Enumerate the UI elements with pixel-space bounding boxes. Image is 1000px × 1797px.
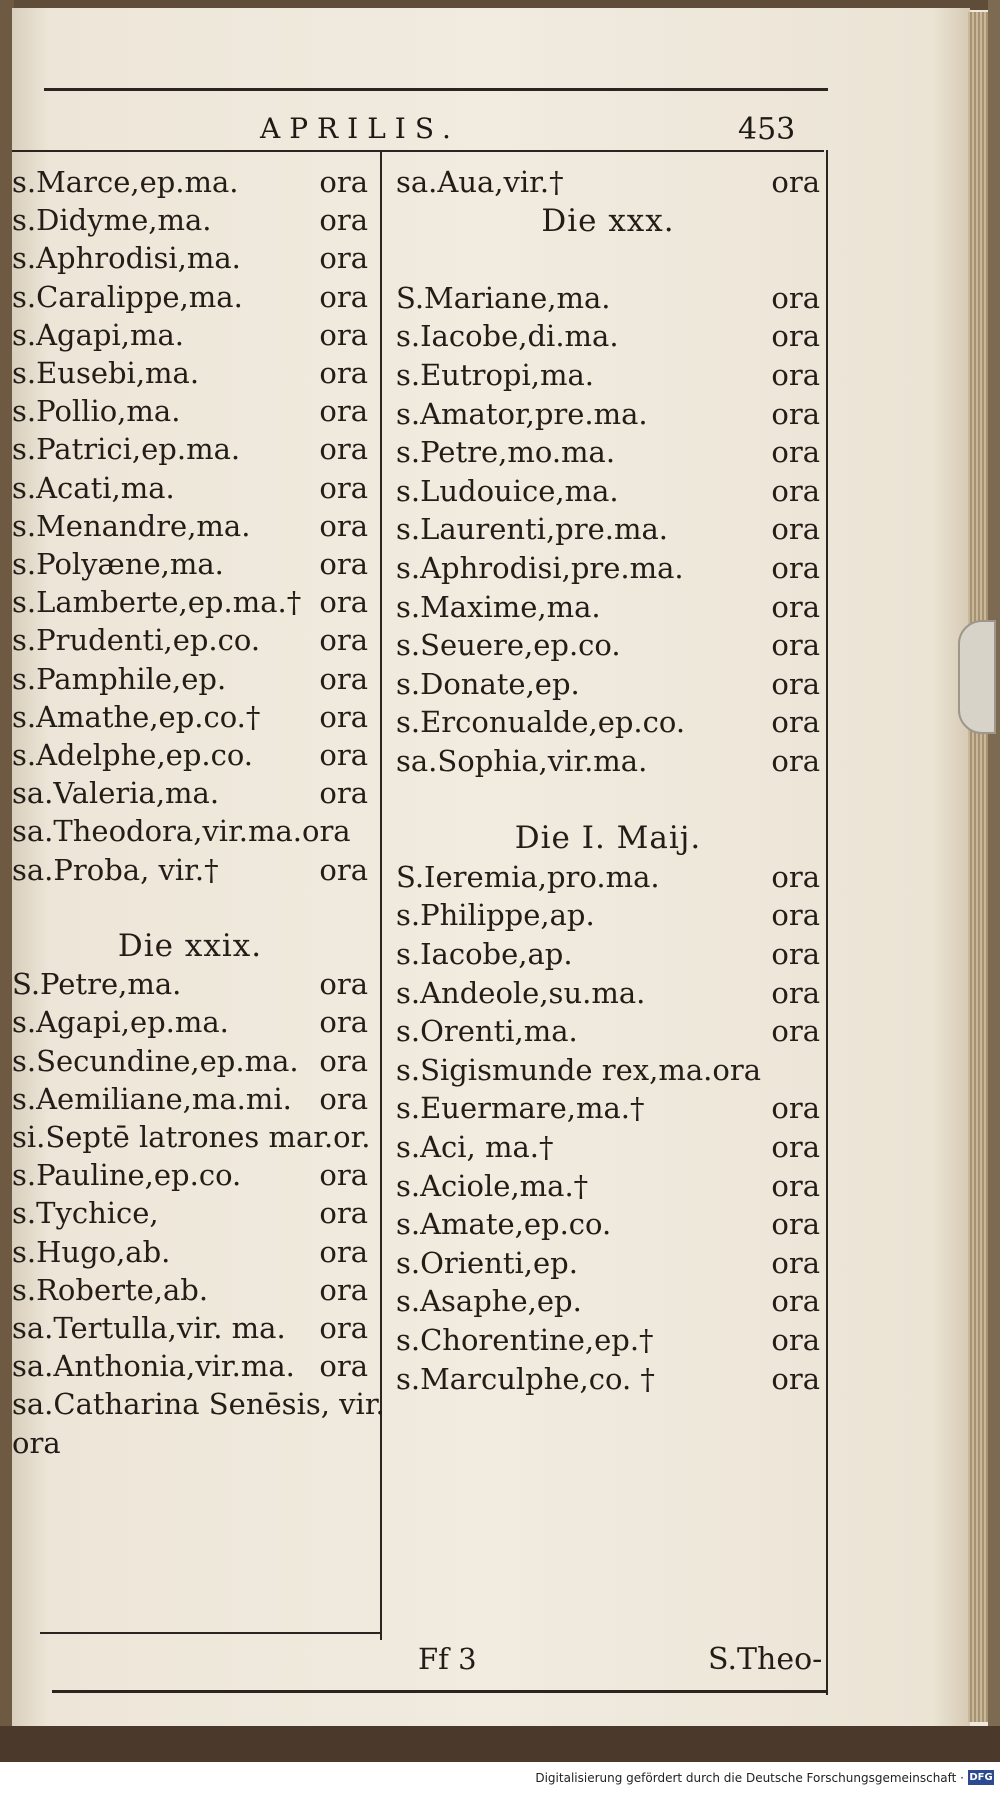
saint-entry xyxy=(396,548,820,588)
ora-response: ora xyxy=(319,967,368,1002)
page-number: 453 xyxy=(738,112,796,147)
saint-entry xyxy=(396,934,820,974)
ora-response: ora xyxy=(319,356,368,390)
ora-response: ora xyxy=(319,1196,368,1231)
ora-response: ora xyxy=(319,203,368,238)
ora-response: ora xyxy=(771,1130,820,1164)
ora-response: ora xyxy=(319,1272,368,1307)
ora-response: ora xyxy=(319,279,368,314)
ora-response: ora xyxy=(319,661,368,696)
ora-response: ora xyxy=(771,744,820,778)
saint-name: s.Pauline,ep.co. xyxy=(12,1158,242,1193)
saint-entry xyxy=(12,238,368,278)
ora-response: ora xyxy=(319,623,368,658)
saint-entry xyxy=(12,850,368,890)
saint-entry xyxy=(12,429,368,469)
ora-response: ora xyxy=(771,937,820,971)
saint-name: s.Hugo,ab. xyxy=(12,1234,171,1269)
ora-response: ora xyxy=(771,1207,820,1242)
saint-entry xyxy=(12,773,368,813)
saint-entry xyxy=(12,735,368,775)
day-heading: Die I. Maij. xyxy=(514,820,702,857)
saint-entry xyxy=(396,1088,820,1128)
saint-entry xyxy=(396,857,820,897)
saint-name: s.Amate,ep.co. xyxy=(396,1207,612,1242)
saint-name: s.Philippe,ap. xyxy=(396,898,595,933)
saint-entry xyxy=(12,391,368,431)
saint-name: s.Prudenti,ep.co. xyxy=(12,623,261,658)
saint-entry xyxy=(12,1117,371,1157)
ora-response: ora xyxy=(319,547,368,581)
saint-name: s.Didyme,ma. xyxy=(12,203,212,238)
ora-response: ora xyxy=(319,432,368,467)
saint-name: s.Aci, ma.† xyxy=(396,1130,554,1164)
saint-name: s.Polyæne,ma. xyxy=(12,547,224,581)
saint-name: S.Mariane,ma. xyxy=(396,280,611,315)
saint-entry xyxy=(12,1079,368,1119)
saint-name: s.Secundine,ep.ma. xyxy=(12,1043,299,1078)
saint-entry xyxy=(12,582,368,622)
saint-entry xyxy=(12,659,368,699)
ora-response: ora xyxy=(771,165,820,199)
right-column xyxy=(396,162,820,1642)
ora-response: ora xyxy=(319,508,368,543)
saint-name: s.Aphrodisi,ma. xyxy=(12,241,241,276)
saint-name: s.Aciole,ma.† xyxy=(396,1168,589,1203)
base-rule xyxy=(52,1690,826,1693)
ora-response: ora xyxy=(771,1284,820,1319)
left-column xyxy=(12,162,385,1642)
ora-response: ora xyxy=(771,1014,820,1049)
day-heading: Die xxx. xyxy=(541,202,675,239)
scan-right-edge xyxy=(988,0,1000,1730)
saint-name: sa.Tertulla,vir. ma. xyxy=(12,1311,286,1345)
saint-name: s.Orenti,ma. xyxy=(396,1014,578,1049)
saint-entry xyxy=(396,1320,820,1360)
page-clip xyxy=(958,620,996,734)
saint-name: s.Maxime,ma. xyxy=(396,589,601,624)
saint-entry xyxy=(396,1359,820,1399)
top-rule xyxy=(44,88,828,91)
saint-name: s.Lamberte,ep.ma.† xyxy=(12,585,302,620)
saint-entry xyxy=(396,471,820,511)
ora-response: ora xyxy=(771,396,820,431)
saint-entry xyxy=(12,277,368,317)
saint-name: s.Amathe,ep.co.† xyxy=(12,699,261,734)
saint-entry xyxy=(12,1270,368,1310)
saint-name: s.Erconualde,ep.co. xyxy=(396,705,686,740)
ora-response: ora xyxy=(319,738,368,772)
saint-name: s.Donate,ep. xyxy=(396,666,580,701)
saint-name: s.Chorentine,ep.† xyxy=(396,1323,654,1357)
saint-name: s.Seuere,ep.co. xyxy=(396,628,621,663)
ora-response: ora xyxy=(771,551,820,585)
saint-entry xyxy=(396,316,820,356)
saint-name: s.Caralippe,ma. xyxy=(12,279,243,314)
saint-entry xyxy=(396,664,820,704)
saint-name: s.Iacobe,di.ma. xyxy=(396,319,619,354)
saint-entry xyxy=(12,811,368,851)
saint-name: s.Andeole,su.ma. xyxy=(396,975,646,1010)
ora-response: ora xyxy=(319,317,368,352)
running-title: APRILIS. xyxy=(260,112,460,145)
saint-entry xyxy=(12,544,368,584)
saint-name: s.Aphrodisi,pre.ma. xyxy=(396,551,684,585)
saint-name: s.Orienti,ep. xyxy=(396,1245,578,1280)
saint-name: sa.Aua,vir.† xyxy=(396,165,564,199)
saint-name: s.Petre,mo.ma. xyxy=(396,435,616,470)
day-heading: Die xxix. xyxy=(117,928,263,964)
ora-response: ora xyxy=(319,1349,368,1384)
ora-response: ora xyxy=(319,394,368,429)
saint-entry xyxy=(396,278,820,318)
saint-entry xyxy=(12,200,368,240)
ora-response: ora xyxy=(771,1323,820,1357)
saint-entry xyxy=(12,162,368,202)
saint-name: sa.Proba, vir.† xyxy=(12,852,219,887)
header-rule xyxy=(12,150,824,152)
ora-response: ora xyxy=(771,1361,820,1396)
saint-name: S.Ieremia,pro.ma. xyxy=(396,859,660,894)
ora-response: ora xyxy=(319,165,368,199)
saint-entry xyxy=(12,506,368,546)
saint-entry xyxy=(396,895,820,935)
saint-name: sa.Anthonia,vir.ma. xyxy=(12,1349,295,1384)
right-border xyxy=(826,150,828,1695)
ora-response: ora xyxy=(771,975,820,1010)
saint-entry xyxy=(396,239,820,279)
saint-name: s.Agapi,ma. xyxy=(12,317,184,352)
ora-response: ora xyxy=(319,1005,368,1040)
ora-response: ora xyxy=(319,1043,368,1078)
saint-entry xyxy=(396,1011,820,1051)
saint-entry xyxy=(12,468,368,508)
ora-response: ora xyxy=(771,358,820,392)
ora-response: ora xyxy=(771,1168,820,1203)
ora-response: ora xyxy=(771,859,820,894)
saint-name: s.Iacobe,ap. xyxy=(396,937,573,971)
saint-entry xyxy=(12,1384,385,1424)
ora-response: ora xyxy=(319,1311,368,1345)
saint-name: s.Laurenti,pre.ma. xyxy=(396,512,668,547)
ora-response: ora xyxy=(771,589,820,624)
saint-name: sa.Catharina Senēsis, vir. xyxy=(12,1387,385,1422)
saint-name: s.Aemiliane,ma.mi. xyxy=(12,1081,292,1116)
ora-response: ora xyxy=(319,699,368,734)
saint-entry xyxy=(396,1050,820,1090)
ora-response: ora xyxy=(771,280,820,315)
saint-entry xyxy=(12,620,368,660)
saint-entry xyxy=(12,1041,368,1081)
ora-response: ora xyxy=(771,512,820,547)
saint-name: S.Petre,ma. xyxy=(12,967,182,1002)
dfg-logo: DFG xyxy=(969,1772,993,1783)
saint-name: s.Pamphile,ep. xyxy=(12,661,227,696)
ora-response: ora xyxy=(319,852,368,887)
saint-entry xyxy=(396,355,820,395)
saint-name: s.Acati,ma. xyxy=(12,470,175,505)
ora-response: ora xyxy=(319,1234,368,1269)
saint-entry xyxy=(396,973,820,1013)
saint-name: s.Eutropi,ma. xyxy=(396,358,594,392)
saint-entry xyxy=(396,780,820,820)
ora-response: ora xyxy=(771,898,820,933)
saint-name: s.Adelphe,ep.co. xyxy=(12,738,254,772)
saint-entry xyxy=(396,1204,820,1244)
saint-name: s.Marculphe,co. † xyxy=(396,1361,655,1396)
ora-response: ora xyxy=(319,776,368,811)
saint-name: s.Ludouice,ma. xyxy=(396,473,619,508)
saint-name: s.Marce,ep.ma. xyxy=(12,165,239,199)
saint-entry xyxy=(396,741,820,781)
page-fore-edge xyxy=(968,12,988,1722)
saint-entry xyxy=(396,509,820,549)
saint-name: s.Tychice, xyxy=(12,1196,159,1231)
ora-response: ora xyxy=(319,1081,368,1116)
saint-entry xyxy=(12,697,368,737)
saint-name: s.Euermare,ma.† xyxy=(396,1091,645,1126)
saint-name: s.Agapi,ep.ma. xyxy=(12,1005,229,1040)
saint-name: sa.Theodora,vir.ma.ora xyxy=(12,814,351,849)
saint-entry xyxy=(12,1232,368,1272)
ora-response: ora xyxy=(771,628,820,663)
ora-response: ora xyxy=(319,585,368,620)
saint-name: s.Sigismunde rex,ma.ora xyxy=(396,1052,761,1087)
saint-entry xyxy=(12,315,368,355)
ora-response: ora xyxy=(319,241,368,276)
saint-name: s.Asaphe,ep. xyxy=(396,1284,582,1319)
digitization-notice: Digitalisierung gefördert durch die Deutsche Forschungsgemeinschaft · xyxy=(535,1771,964,1785)
catchword: S.Theo- xyxy=(708,1642,823,1677)
saint-name: s.Eusebi,ma. xyxy=(12,356,200,390)
saint-entry xyxy=(12,353,368,393)
saint-entry xyxy=(396,625,820,665)
saint-entry xyxy=(396,702,820,742)
saint-name: s.Patrici,ep.ma. xyxy=(12,432,241,467)
saint-entry xyxy=(396,1243,820,1283)
saint-entry xyxy=(396,1281,820,1321)
scan-bottom-edge xyxy=(0,1726,1000,1762)
signature-mark: Ff 3 xyxy=(418,1642,477,1676)
saint-entry xyxy=(396,1127,820,1167)
saint-entry xyxy=(396,162,820,202)
saint-entry xyxy=(12,1002,368,1042)
saint-entry xyxy=(12,1308,368,1348)
ora-response: ora xyxy=(771,435,820,470)
saint-name: ora xyxy=(12,1425,61,1460)
saint-name: s.Menandre,ma. xyxy=(12,508,251,543)
saint-name: si.Septē latrones mar.or. xyxy=(12,1120,371,1154)
ora-response: ora xyxy=(771,666,820,701)
saint-entry xyxy=(396,394,820,434)
saint-name: sa.Valeria,ma. xyxy=(12,776,220,811)
saint-entry xyxy=(12,964,368,1004)
saint-entry xyxy=(12,1423,368,1463)
saint-entry xyxy=(396,1166,820,1206)
ora-response: ora xyxy=(771,1245,820,1280)
saint-name: sa.Sophia,vir.ma. xyxy=(396,744,648,778)
ora-response: ora xyxy=(771,319,820,354)
saint-entry xyxy=(396,432,820,472)
saint-name: s.Pollio,ma. xyxy=(12,394,181,429)
saint-entry xyxy=(12,1155,368,1195)
saint-entry xyxy=(12,1193,368,1233)
saint-entry xyxy=(12,888,368,928)
saint-name: s.Amator,pre.ma. xyxy=(396,396,648,431)
saint-entry xyxy=(396,587,820,627)
ora-response: ora xyxy=(319,1158,368,1193)
ora-response: ora xyxy=(319,470,368,505)
ora-response: ora xyxy=(771,1091,820,1126)
ora-response: ora xyxy=(771,473,820,508)
saint-entry xyxy=(12,1346,368,1386)
saint-name: s.Roberte,ab. xyxy=(12,1272,209,1307)
ora-response: ora xyxy=(771,705,820,740)
